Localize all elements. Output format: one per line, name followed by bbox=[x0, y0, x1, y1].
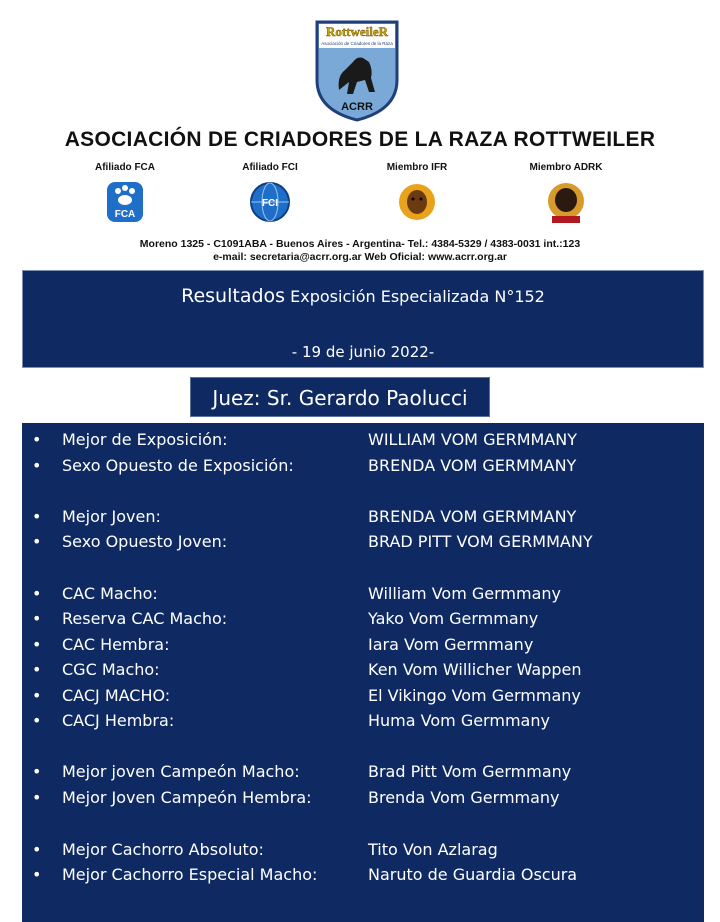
award-label: Mejor de Exposición: bbox=[62, 430, 228, 449]
award-label: CAC Macho: bbox=[62, 584, 158, 603]
award-winner: BRENDA VOM GERMMANY bbox=[368, 507, 577, 526]
award-label: Mejor joven Campeón Macho: bbox=[62, 762, 300, 781]
award-row bbox=[22, 660, 704, 684]
affiliation-ifr bbox=[362, 162, 472, 224]
award-winner: William Vom Germmany bbox=[368, 584, 562, 603]
award-row bbox=[22, 711, 704, 735]
bullet: • bbox=[32, 532, 42, 551]
award-row bbox=[22, 840, 704, 864]
award-row bbox=[22, 762, 704, 786]
award-label: Mejor Joven: bbox=[62, 507, 161, 526]
award-row bbox=[22, 507, 704, 531]
award-winner: BRENDA VOM GERMMANY bbox=[368, 456, 577, 475]
affiliation-fca bbox=[70, 162, 180, 224]
award-label: Mejor Cachorro Especial Macho: bbox=[62, 865, 318, 884]
award-label: Mejor Cachorro Absoluto: bbox=[62, 840, 264, 859]
award-label: CAC Hembra: bbox=[62, 635, 170, 654]
bullet: • bbox=[32, 840, 42, 859]
award-winner: Huma Vom Germmany bbox=[368, 711, 550, 730]
acrr-logo bbox=[313, 18, 401, 122]
affiliation-label: Afiliado FCI bbox=[242, 162, 298, 173]
fci-globe-icon bbox=[248, 180, 292, 224]
svg-text:FCA: FCA bbox=[114, 209, 136, 220]
affiliation-label: Miembro ADRK bbox=[529, 162, 603, 173]
affiliation-adrk bbox=[511, 162, 621, 226]
contact-email-web: e-mail: secretaria@acrr.org.ar Web Oficial: www.acrr.org.ar bbox=[213, 251, 507, 263]
results-title-main: Resultados bbox=[181, 285, 286, 307]
award-winner: Ken Vom Willicher Wappen bbox=[368, 660, 582, 679]
results-date: - 19 de junio 2022- bbox=[291, 343, 435, 361]
award-label: CACJ MACHO: bbox=[62, 686, 171, 705]
award-winner: Brenda Vom Germmany bbox=[368, 788, 560, 807]
affiliation-fci bbox=[215, 162, 325, 224]
award-label: Reserva CAC Macho: bbox=[62, 609, 228, 628]
bullet: • bbox=[32, 430, 42, 449]
award-winner: Naruto de Guardia Oscura bbox=[368, 865, 578, 884]
contact-address: Moreno 1325 - C1091ABA - Buenos Aires - Argentina- Tel.: 4384-5329 / 4383-0031 int.:123 bbox=[139, 238, 581, 250]
award-label: CACJ Hembra: bbox=[62, 711, 175, 730]
award-row bbox=[22, 609, 704, 633]
logo-bottom-text: ACRR bbox=[341, 101, 373, 113]
fca-paw-icon bbox=[105, 180, 145, 224]
award-row bbox=[22, 788, 704, 812]
logo-top-text: RottweileR bbox=[325, 24, 389, 39]
award-winner: El Vikingo Vom Germmany bbox=[368, 686, 581, 705]
award-winner: Tito Von Azlarag bbox=[368, 840, 498, 859]
organization-title: ASOCIACIÓN DE CRIADORES DE LA RAZA ROTTWEILER bbox=[64, 128, 656, 151]
affiliation-label: Afiliado FCA bbox=[95, 162, 155, 173]
award-winner: BRAD PITT VOM GERMMANY bbox=[368, 532, 593, 551]
bullet: • bbox=[32, 686, 42, 705]
bullet: • bbox=[32, 711, 42, 730]
bullet: • bbox=[32, 609, 42, 628]
judge-label: Juez: Sr. Gerardo Paolucci bbox=[190, 377, 490, 417]
results-title bbox=[23, 285, 703, 307]
award-row bbox=[22, 865, 704, 889]
award-row bbox=[22, 430, 704, 454]
award-row bbox=[22, 635, 704, 659]
bullet: • bbox=[32, 635, 42, 654]
contact-info bbox=[0, 238, 720, 264]
award-row bbox=[22, 584, 704, 608]
bullet: • bbox=[32, 456, 42, 475]
bullet: • bbox=[32, 762, 42, 781]
bullet: • bbox=[32, 507, 42, 526]
results-title-rest: Exposición Especializada N°152 bbox=[285, 287, 545, 306]
adrk-dog-emblem-icon bbox=[543, 180, 589, 226]
bullet: • bbox=[32, 660, 42, 679]
logo-sub-text: Asociación de Criadores de la Raza bbox=[321, 41, 393, 46]
affiliation-label: Miembro IFR bbox=[386, 162, 448, 173]
award-label: Sexo Opuesto Joven: bbox=[62, 532, 228, 551]
bullet: • bbox=[32, 584, 42, 603]
ifr-dog-emblem-icon bbox=[394, 180, 440, 224]
award-winner: Iara Vom Germmany bbox=[368, 635, 534, 654]
award-row bbox=[22, 456, 704, 480]
award-label: Mejor Joven Campeón Hembra: bbox=[62, 788, 312, 807]
award-winner: WILLIAM VOM GERMMANY bbox=[368, 430, 577, 449]
awards-panel bbox=[22, 423, 704, 922]
bullet: • bbox=[32, 788, 42, 807]
award-winner: Yako Vom Germmany bbox=[368, 609, 539, 628]
results-header-box bbox=[22, 270, 704, 368]
award-row bbox=[22, 686, 704, 710]
award-row bbox=[22, 532, 704, 556]
award-winner: Brad Pitt Vom Germmany bbox=[368, 762, 572, 781]
bullet: • bbox=[32, 865, 42, 884]
award-label: CGC Macho: bbox=[62, 660, 160, 679]
svg-text:FCI: FCI bbox=[261, 198, 279, 209]
award-label: Sexo Opuesto de Exposición: bbox=[62, 456, 294, 475]
